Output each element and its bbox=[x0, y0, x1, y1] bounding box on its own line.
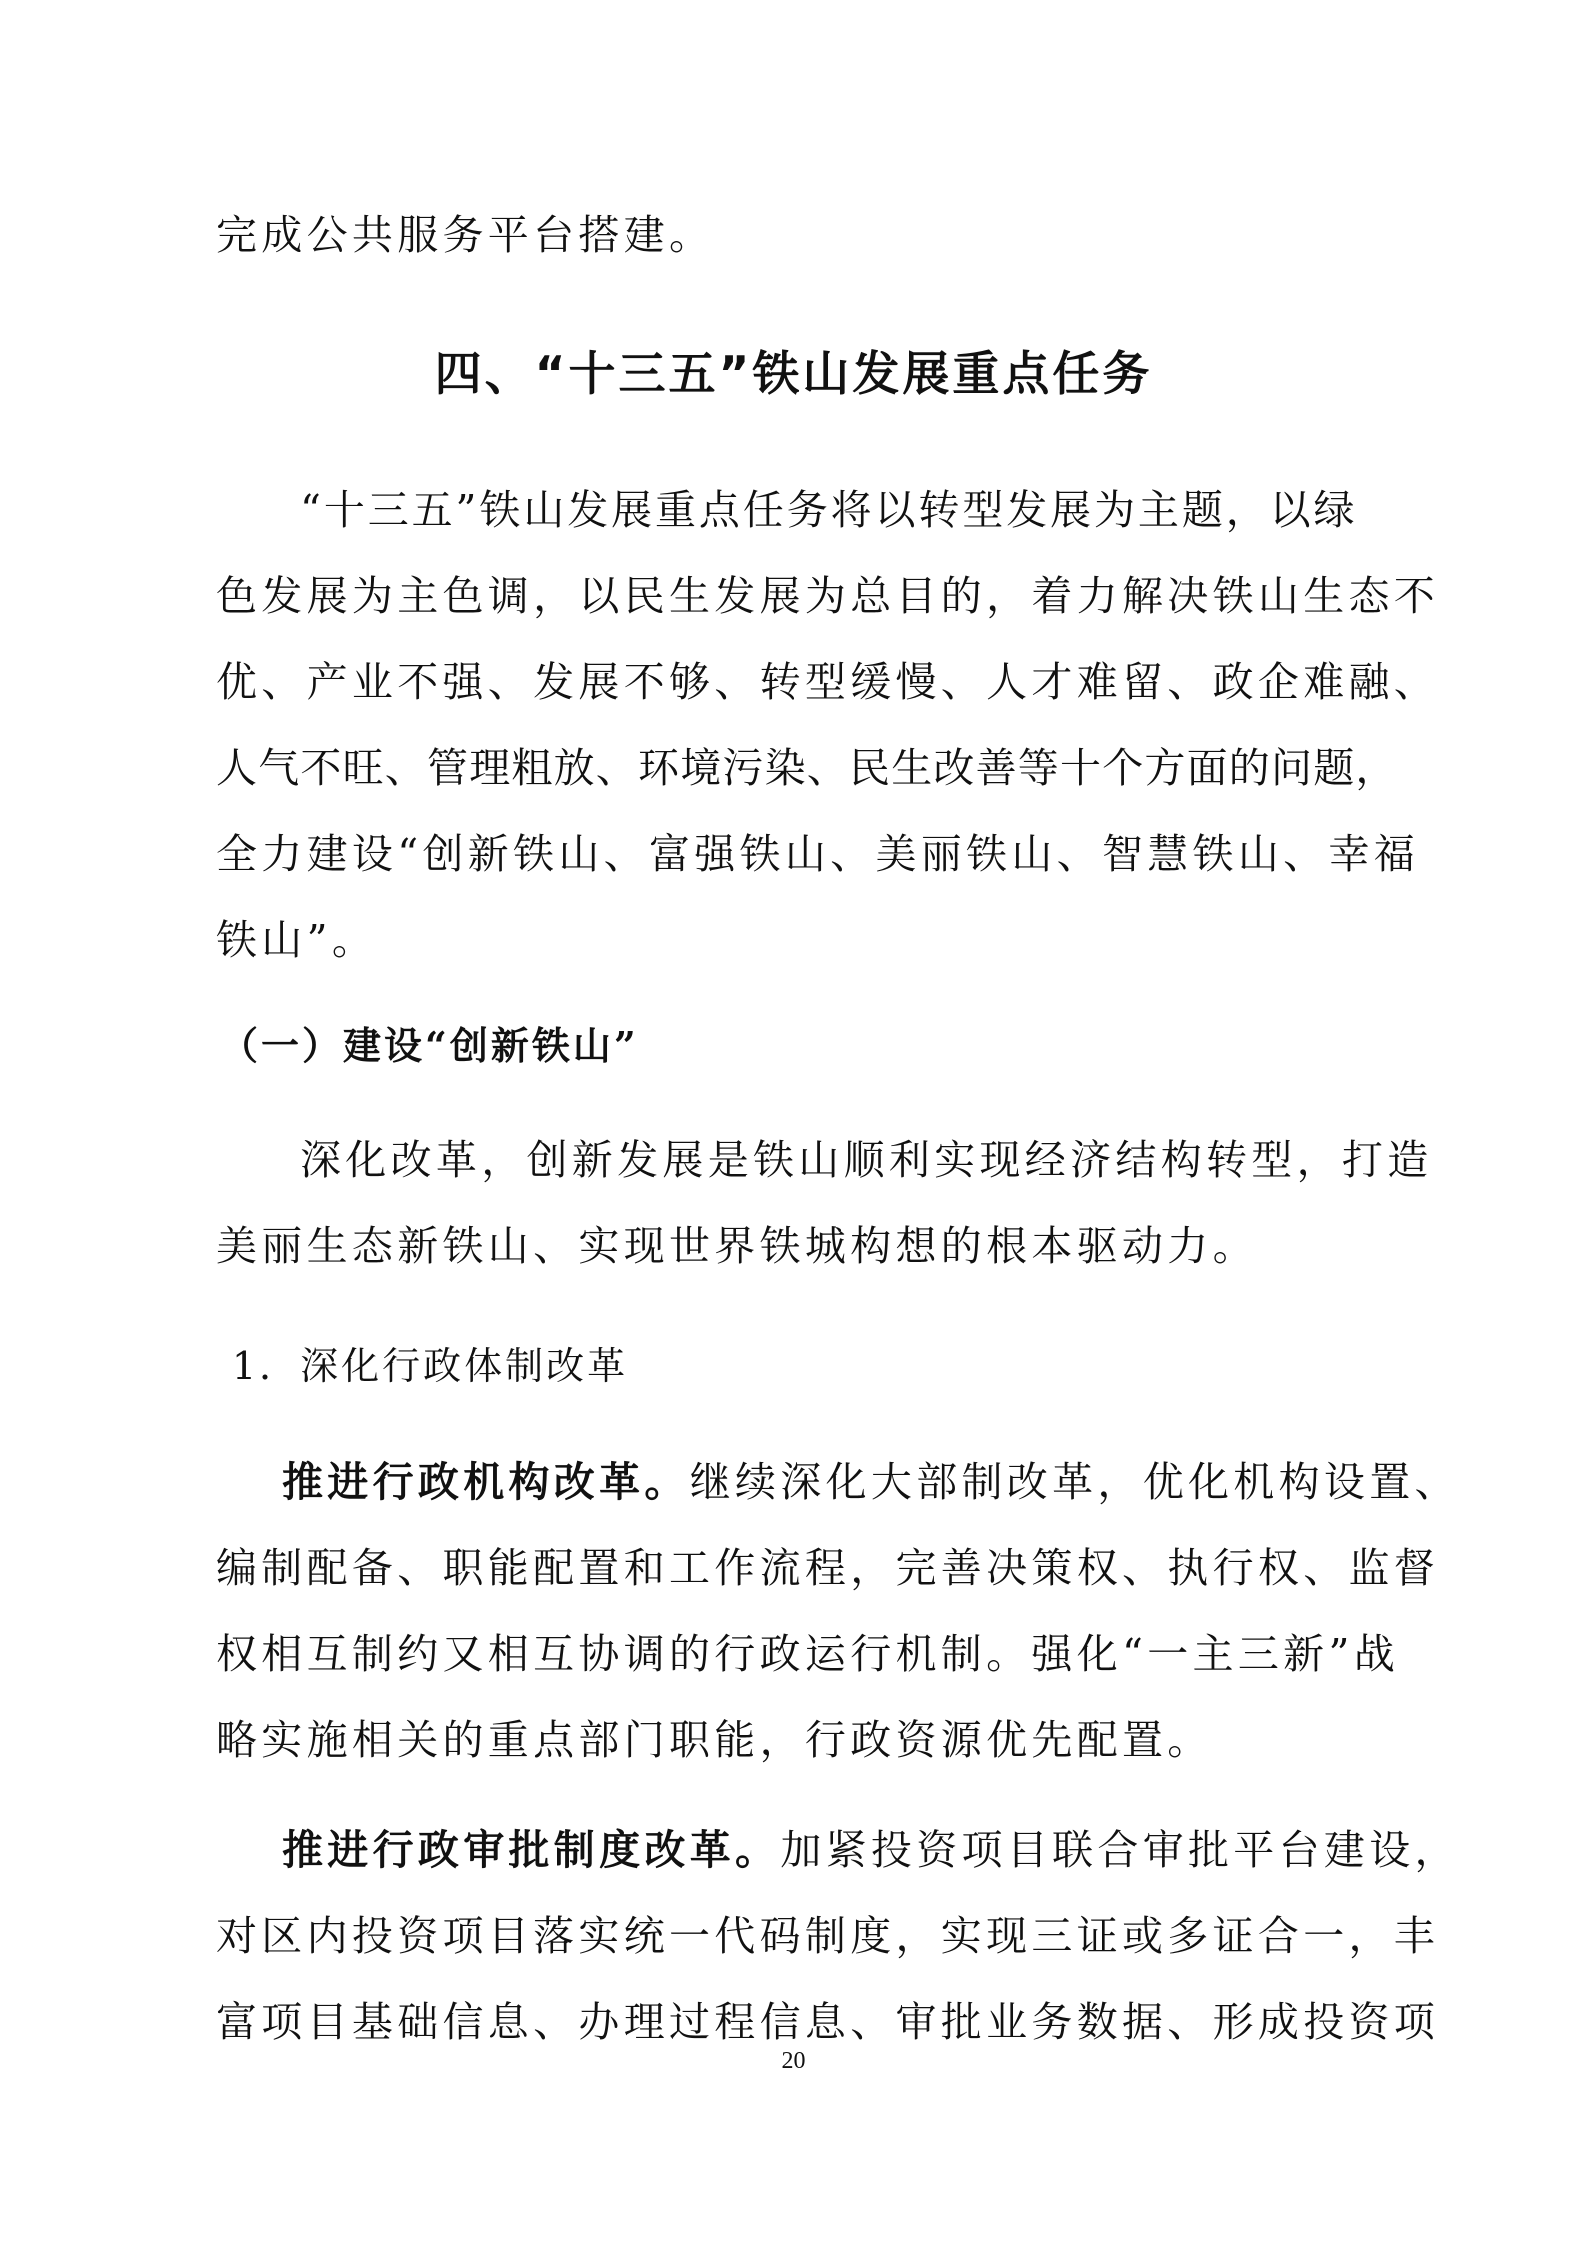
text-line: 美丽生态新铁山、实现世界铁城构想的根本驱动力。 bbox=[216, 1222, 1258, 1270]
text-line: 深化改革，创新发展是铁山顺利实现经济结构转型，打造 bbox=[300, 1136, 1433, 1184]
text-line: 色发展为主色调，以民生发展为总目的，着力解决铁山生态不 bbox=[216, 572, 1440, 620]
text-line: 权相互制约又相互协调的行政运行机制。强化“一主三新”战 bbox=[216, 1630, 1400, 1678]
lead-phrase: 推进行政机构改革。 bbox=[282, 1458, 690, 1506]
text-line: 富项目基础信息、办理过程信息、审批业务数据、形成投资项 bbox=[216, 1998, 1440, 2046]
text-line: 优、产业不强、发展不够、转型缓慢、人才难留、政企难融、 bbox=[216, 658, 1440, 706]
text-line: 人气不旺、管理粗放、环境污染、民生改善等十个方面的问题， bbox=[216, 744, 1398, 792]
lead-phrase: 推进行政审批制度改革。 bbox=[282, 1826, 781, 1874]
text-line: 略实施相关的重点部门职能，行政资源优先配置。 bbox=[216, 1716, 1213, 1764]
paragraph-lead-line bbox=[282, 1452, 1460, 1512]
text-line: 完成公共服务平台搭建。 bbox=[216, 211, 715, 259]
text-line: 编制配备、职能配置和工作流程，完善决策权、执行权、监督 bbox=[216, 1544, 1440, 1592]
text-span: 加紧投资项目联合审批平台建设， bbox=[780, 1826, 1460, 1874]
section-heading: 四、“十三五”铁山发展重点任务 bbox=[434, 347, 1153, 402]
subheading-admin-reform: 1．深化行政体制改革 bbox=[232, 1344, 629, 1388]
text-line: 铁山”。 bbox=[216, 916, 378, 964]
page-number: 20 bbox=[781, 2048, 806, 2074]
text-span: 继续深化大部制改革，优化机构设置、 bbox=[689, 1458, 1460, 1506]
text-line: 全力建设“创新铁山、富强铁山、美丽铁山、智慧铁山、幸福 bbox=[216, 830, 1420, 878]
text-line: “十三五”铁山发展重点任务将以转型发展为主题，以绿 bbox=[300, 486, 1358, 534]
subheading-innovation: （一）建设“创新铁山” bbox=[220, 1023, 639, 1068]
paragraph-lead-line bbox=[282, 1820, 1460, 1880]
text-line: 对区内投资项目落实统一代码制度，实现三证或多证合一，丰 bbox=[216, 1912, 1440, 1960]
